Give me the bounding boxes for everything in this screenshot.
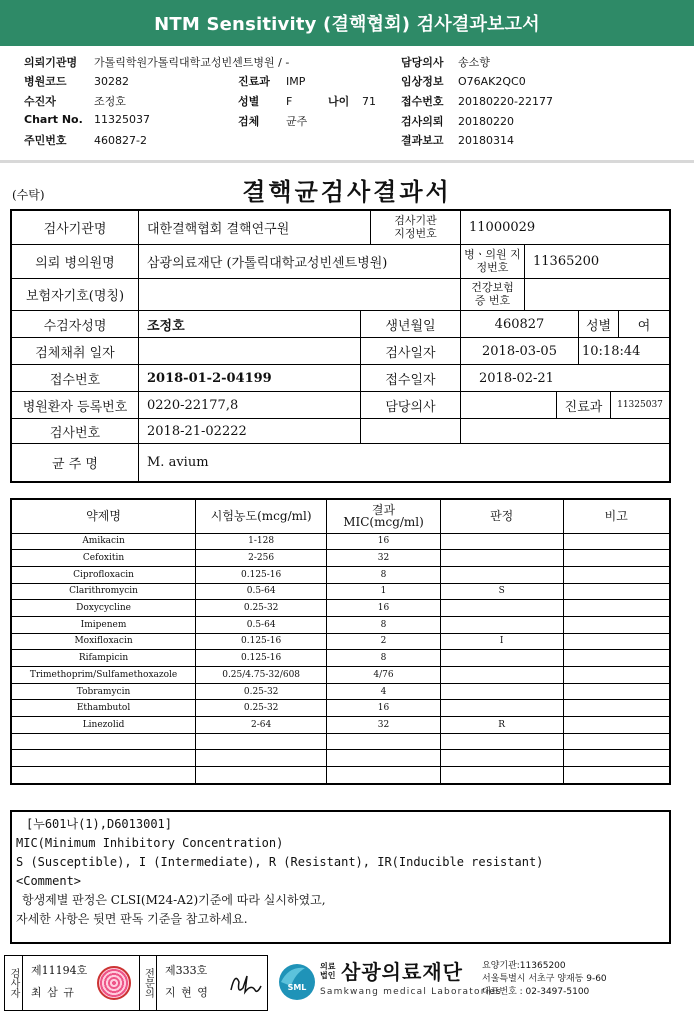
org-address: 요양기관:11365200 서울특별시 서초구 양재동 9-60 대표번호 : 02-3497-5100 xyxy=(482,961,607,997)
cell-range: 2-64 xyxy=(196,717,327,734)
cell-mic: 16 xyxy=(327,700,441,717)
cell-drug xyxy=(12,767,196,784)
cell-mic xyxy=(327,750,441,767)
examiner-label: 검사자 xyxy=(5,956,23,1010)
patient-name-value: 조정호 xyxy=(139,311,361,338)
cell-mic: 4 xyxy=(327,683,441,700)
reg-no-value: 2018-01-2-04199 xyxy=(139,365,361,392)
pathologist-label: 전문의 xyxy=(139,956,157,1010)
cell-mic xyxy=(327,733,441,750)
cell-range: 2-256 xyxy=(196,550,327,567)
table-row xyxy=(12,550,669,567)
sex-value: 여 xyxy=(619,311,669,338)
cell-interp xyxy=(440,600,563,617)
cell-range: 0.125-16 xyxy=(196,633,327,650)
note-mic: MIC(Minimum Inhibitory Concentration) xyxy=(16,836,284,850)
doctor-value xyxy=(461,392,557,419)
dept-value: 11325037 xyxy=(611,392,669,419)
cell-interp xyxy=(440,550,563,567)
cell-interp: S xyxy=(440,583,563,600)
cell-drug: Imipenem xyxy=(12,616,196,633)
table-row xyxy=(12,583,669,600)
cell-remark xyxy=(563,683,669,700)
sex-label: 성별 xyxy=(579,311,619,338)
org-brand: 의료 법인 삼광의료재단 Samkwang medical Laboratories xyxy=(320,960,502,997)
cell-remark xyxy=(563,700,669,717)
note-comment-1: 항생제별 판정은 CLSI(M24-A2)기준에 따라 실시하였고, xyxy=(22,893,326,907)
cell-remark xyxy=(563,566,669,583)
doctor-label: 담당의사 xyxy=(361,392,461,419)
exam-no-label: 검사번호 xyxy=(12,419,139,444)
table-row xyxy=(12,700,669,717)
report-title: 결핵균검사결과서 xyxy=(242,177,452,206)
cell-drug: Cefoxitin xyxy=(12,550,196,567)
table-row xyxy=(12,717,669,734)
lab-name-value: 대한결핵협회 결핵연구원 xyxy=(139,211,371,245)
col-result: 결과 MIC(mcg/ml) xyxy=(327,500,441,533)
cell-range: 0.25/4.75-32/608 xyxy=(196,667,327,684)
cell-remark xyxy=(563,767,669,784)
reg-no-label: 접수번호 xyxy=(12,365,139,392)
examiner-seal-icon xyxy=(97,966,131,1000)
cell-mic: 8 xyxy=(327,650,441,667)
examiner-info: 제11194호 최 삼 규 xyxy=(31,964,88,999)
cell-range xyxy=(196,733,327,750)
birth-label: 생년월일 xyxy=(361,311,461,338)
collect-date-label: 검체채취 일자 xyxy=(12,338,139,365)
col-drug: 약제명 xyxy=(12,500,196,533)
recipient: 수진자 조정호 xyxy=(24,95,126,108)
cell-remark xyxy=(563,667,669,684)
physician: 담당의사 송소향 xyxy=(401,56,490,69)
banner-title: NTM Sensitivity (결핵협회) 검사결과보고서 xyxy=(154,14,540,35)
blank-cell xyxy=(461,419,669,444)
cell-mic: 8 xyxy=(327,616,441,633)
department: 진료과 IMP xyxy=(238,75,306,88)
test-request: 검사의뢰 20180220 xyxy=(401,115,514,128)
report-banner xyxy=(0,0,694,46)
blank-cell xyxy=(361,419,461,444)
health-ins-value xyxy=(525,279,669,311)
cell-drug: Clarithromycin xyxy=(12,583,196,600)
svg-text:SML: SML xyxy=(287,983,307,992)
cell-interp xyxy=(440,650,563,667)
cell-interp xyxy=(440,733,563,750)
lab-code-value: 11000029 xyxy=(461,211,669,245)
ref-code-label: 병ㆍ의원 지정번호 xyxy=(461,245,525,279)
cell-mic: 32 xyxy=(327,550,441,567)
cell-range: 0.125-16 xyxy=(196,566,327,583)
patient-reg-value: 0220-22177,8 xyxy=(139,392,361,419)
hospital-code: 병원코드 30282 xyxy=(24,75,129,88)
cell-drug: Trimethoprim/Sulfamethoxazole xyxy=(12,667,196,684)
note-code: [누601나(1),D6013001] xyxy=(26,817,173,831)
age: 나이 71 xyxy=(328,95,376,108)
table-row xyxy=(12,616,669,633)
organism-label: 균 주 명 xyxy=(12,444,139,481)
cell-interp xyxy=(440,767,563,784)
cell-mic: 1 xyxy=(327,583,441,600)
table-row xyxy=(12,667,669,684)
organism-value: M. avium xyxy=(147,455,209,470)
table-row xyxy=(12,733,669,750)
pathologist-info: 제333호 지 현 영 xyxy=(165,964,209,999)
note-legend: S (Susceptible), I (Intermediate), R (Resistant), IR(Inducible resistant) xyxy=(16,855,544,869)
org-name: 삼광의료재단 xyxy=(341,960,463,984)
col-interp: 판정 xyxy=(440,500,563,533)
note-comment-2: 자세한 사항은 뒷면 판독 기준을 참고하세요. xyxy=(16,912,248,926)
cell-range xyxy=(196,767,327,784)
cell-range: 0.25-32 xyxy=(196,700,327,717)
cell-range: 0.5-64 xyxy=(196,583,327,600)
insurer-label: 보험자기호(명칭) xyxy=(12,279,139,311)
cell-mic: 8 xyxy=(327,566,441,583)
cell-remark xyxy=(563,733,669,750)
table-row xyxy=(12,633,669,650)
cell-range: 0.25-32 xyxy=(196,683,327,700)
result-report: 결과보고 20180314 xyxy=(401,134,514,147)
cell-drug: Doxycycline xyxy=(12,600,196,617)
note-comment-label: <Comment> xyxy=(16,874,82,888)
table-row xyxy=(12,533,669,550)
ordering-institution: 의뢰기관명 가톨릭학원가톨릭대학교성빈센트병원 / - xyxy=(24,56,290,69)
test-date-label: 검사일자 xyxy=(361,338,461,365)
cell-range: 0.5-64 xyxy=(196,616,327,633)
cell-drug: Amikacin xyxy=(12,533,196,550)
cell-range: 0.125-16 xyxy=(196,650,327,667)
cell-interp xyxy=(440,566,563,583)
cell-remark xyxy=(563,717,669,734)
report-header xyxy=(0,52,694,152)
info-table xyxy=(10,209,671,483)
signature-icon xyxy=(227,968,263,1000)
cell-mic: 16 xyxy=(327,600,441,617)
cell-interp xyxy=(440,700,563,717)
cell-interp xyxy=(440,750,563,767)
table-row xyxy=(12,600,669,617)
cell-interp: I xyxy=(440,633,563,650)
cell-remark xyxy=(563,616,669,633)
cell-interp: R xyxy=(440,717,563,734)
cell-range xyxy=(196,750,327,767)
clinical-info: 임상정보 O76AK2QC0 xyxy=(401,75,526,88)
health-ins-label: 건강보험 증 번호 xyxy=(461,279,525,311)
cell-mic: 2 xyxy=(327,633,441,650)
cell-drug xyxy=(12,733,196,750)
col-remark: 비고 xyxy=(563,500,669,533)
table-row xyxy=(12,566,669,583)
cell-interp xyxy=(440,616,563,633)
cell-mic: 4/76 xyxy=(327,667,441,684)
table-row xyxy=(12,683,669,700)
cell-remark xyxy=(563,533,669,550)
cell-remark xyxy=(563,550,669,567)
cell-remark xyxy=(563,633,669,650)
cell-interp xyxy=(440,667,563,684)
cell-range: 0.25-32 xyxy=(196,600,327,617)
cell-remark xyxy=(563,750,669,767)
cell-drug: Moxifloxacin xyxy=(12,633,196,650)
report-footer xyxy=(0,950,694,1015)
cell-drug: Tobramycin xyxy=(12,683,196,700)
cell-remark xyxy=(563,600,669,617)
cell-mic: 16 xyxy=(327,533,441,550)
collect-date-value xyxy=(139,338,361,365)
cell-drug: Ethambutol xyxy=(12,700,196,717)
test-date-value: 2018-03-05 xyxy=(461,338,579,365)
cell-mic xyxy=(327,767,441,784)
table-row xyxy=(12,767,669,784)
test-time-value: 10:18:44 xyxy=(579,338,669,365)
chart-no: Chart No. 11325037 xyxy=(24,113,150,126)
col-range: 시험농도(mcg/ml) xyxy=(196,500,327,533)
resident-no: 주민번호 460827-2 xyxy=(24,134,147,147)
table-row xyxy=(12,750,669,767)
dept-label: 진료과 xyxy=(557,392,611,419)
table-header xyxy=(12,500,669,533)
cell-drug xyxy=(12,750,196,767)
cell-mic: 32 xyxy=(327,717,441,734)
cell-interp xyxy=(440,683,563,700)
insurer-value xyxy=(139,279,461,311)
recv-date-value: 2018-02-21 xyxy=(461,365,669,392)
recv-date-label: 접수일자 xyxy=(361,365,461,392)
cell-remark xyxy=(563,650,669,667)
org-english-name: Samkwang medical Laboratories xyxy=(320,987,502,997)
signature-box xyxy=(4,955,268,1011)
table-row xyxy=(12,650,669,667)
exam-no-value: 2018-21-02222 xyxy=(139,419,361,444)
birth-value: 460827 xyxy=(461,311,579,338)
cell-remark xyxy=(563,583,669,600)
sex: 성별 F xyxy=(238,95,293,108)
ref-code-value: 11365200 xyxy=(525,245,669,279)
specimen: 검체 균주 xyxy=(238,115,308,128)
accession-no: 접수번호 20180220-22177 xyxy=(401,95,553,108)
ref-hospital-label: 의뢰 병의원명 xyxy=(12,245,139,279)
lab-name-label: 검사기관명 xyxy=(12,211,139,245)
cell-interp xyxy=(440,533,563,550)
ref-hospital-value: 삼광의료재단 (가톨릭대학교성빈센트병원) xyxy=(139,245,461,279)
patient-reg-label: 병원환자 등록번호 xyxy=(12,392,139,419)
notes-box xyxy=(10,810,671,944)
report-suffix: (수탁) xyxy=(12,188,45,202)
sensitivity-table xyxy=(10,498,671,785)
lab-code-label: 검사기관 지정번호 xyxy=(371,211,461,245)
sml-logo-icon xyxy=(275,958,319,1002)
cell-drug: Rifampicin xyxy=(12,650,196,667)
patient-name-label: 수검자성명 xyxy=(12,311,139,338)
cell-drug: Ciprofloxacin xyxy=(12,566,196,583)
header-divider xyxy=(0,160,694,163)
cell-range: 1-128 xyxy=(196,533,327,550)
cell-drug: Linezolid xyxy=(12,717,196,734)
